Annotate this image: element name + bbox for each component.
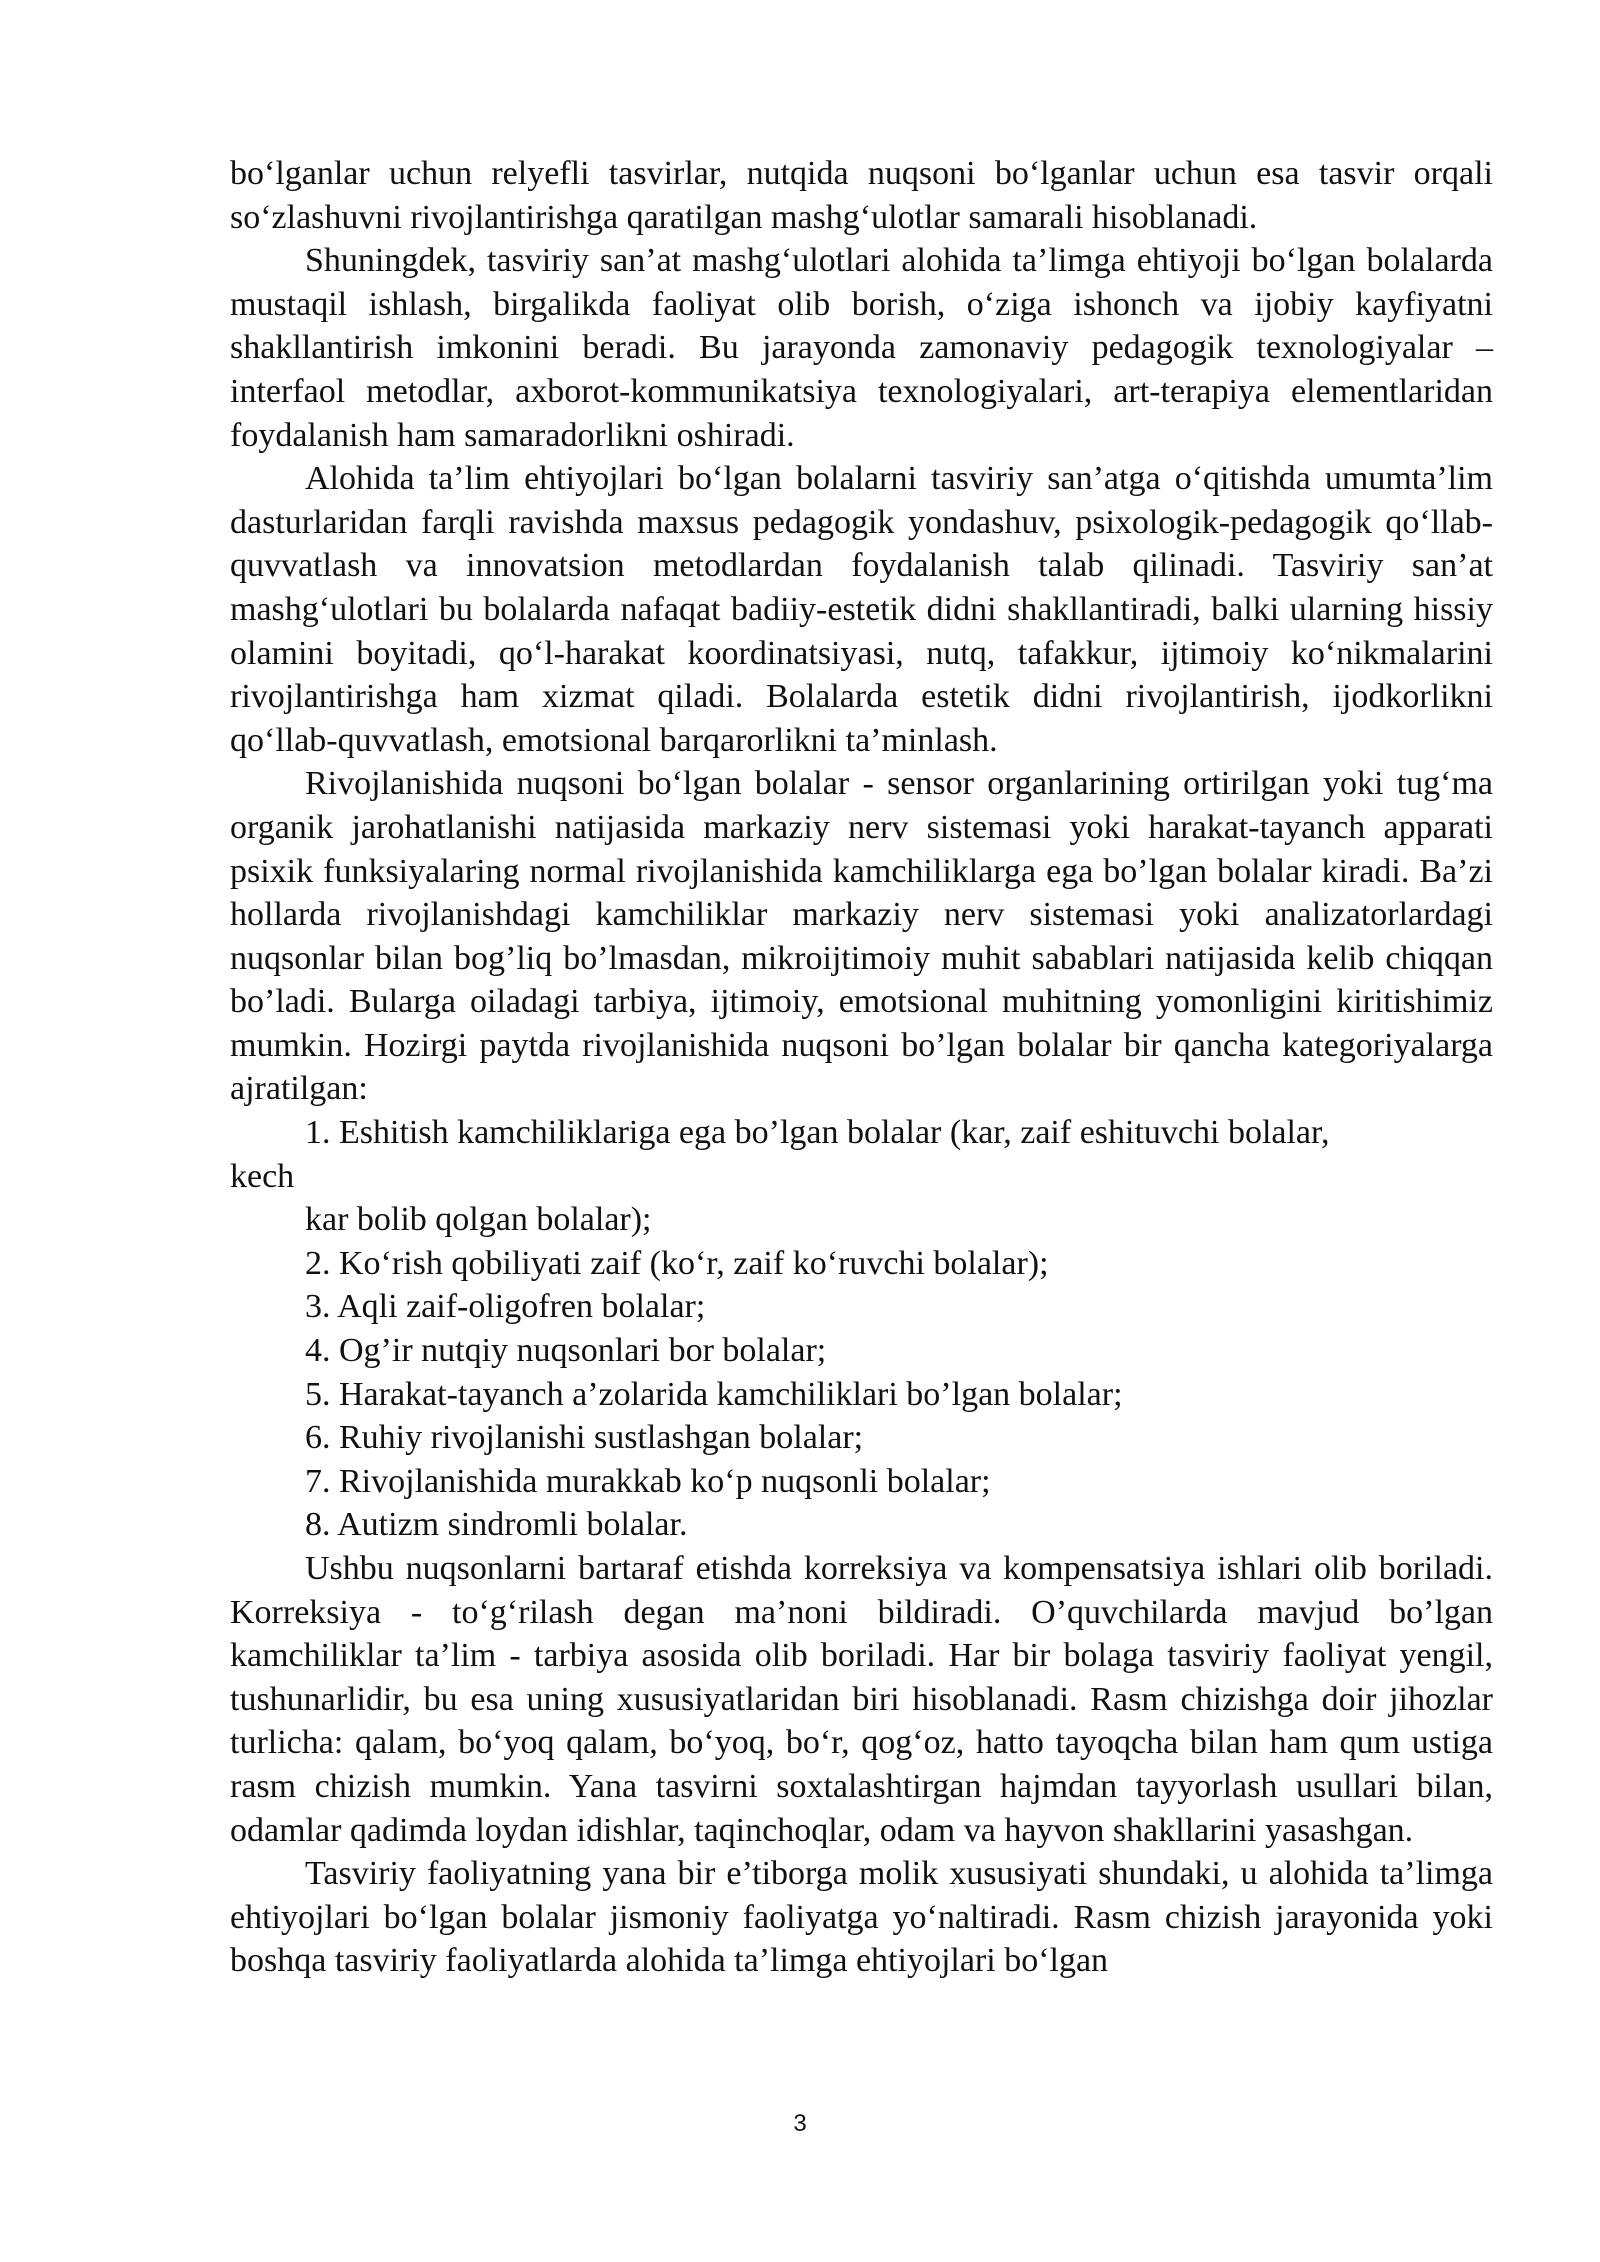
category-list [230,1111,1493,1547]
list-item: 3. Aqli zaif-oligofren bolalar; [305,1288,706,1326]
list-item-continued: kar bolib qolgan bolalar); [305,1201,652,1239]
list-item-wrap: kech [230,1157,295,1195]
list-item: 7. Rivojlanishida murakkab ko‘p nuqsonli bolalar; [305,1462,991,1500]
list-item: 1. Eshitish kamchiliklariga ega bo’lgan bolalar (kar, zaif eshituvchi bolalar, [305,1114,1330,1152]
paragraph: Shuningdek, tasviriy san’at mashg‘ulotlari alohida ta’limga ehtiyoji bo‘lgan bolalarda mustaqil ishlash, birgalikda faoliyat olib borish, o‘ziga ishonch va ijobiy kayfiyatni shakllantirish imkonini beradi. Bu jarayonda zamonaviy pedagogik texnologiyalar – interfaol metodlar, axborot-kommunikatsiya texnologiyalari, art-terapiya elementlaridan foydalanish ham samaradorlikni oshiradi. [230,242,1493,454]
list-item: 5. Harakat-tayanch a’zolarida kamchiliklari bo’lgan bolalar; [305,1375,1123,1413]
page-body [230,152,1493,1983]
paragraph: Ushbu nuqsonlarni bartaraf etishda korreksiya va kompensatsiya ishlari olib boriladi. Korreksiya - to‘g‘rilash degan ma’noni bildiradi. O’quvchilarda mavjud bo’lgan kamchiliklar ta’lim - tarbiya asosida olib boriladi. Har bir bolaga tasviriy faoliyat yengil, tushunarlidir, bu esa uning xususiyatlaridan biri hisoblanadi. Rasm chizishga doir jihozlar turlicha: qalam, bo‘yoq qalam, bo‘yoq, bo‘r, qog‘oz, hatto tayoqcha bilan ham qum ustiga rasm chizish mumkin. Yana tasvirni soxtalashtirgan hajmdan tayyorlash usullari bilan, odamlar qadimda loydan idishlar, taqinchoqlar, odam va hayvon shakllarini yasashgan. [230,1550,1493,1849]
paragraph-continued: bo‘lganlar uchun relyefli tasvirlar, nutqida nuqsoni bo‘lganlar uchun esa tasvir orqali so‘zlashuvni rivojlantirishga qaratilgan mashg‘ulotlar samarali hisoblanadi. [230,155,1493,236]
page-number: 3 [793,2110,807,2137]
paragraph: Alohida ta’lim ehtiyojlari bo‘lgan bolalarni tasviriy san’atga o‘qitishda umumta’lim dasturlaridan farqli ravishda maxsus pedagogik yondashuv, psixologik-pedagogik qo‘llab-quvvatlash va innovatsion metodlardan foydalanish talab qilinadi. Tasviriy san’at mashg‘ulotlari bu bolalarda nafaqat badiiy-estetik didni shakllantiradi, balki ularning hissiy olamini boyitadi, qo‘l-harakat koordinatsiyasi, nutq, tafakkur, ijtimoiy ko‘nikmalarini rivojlantirishga ham xizmat qiladi. Bolalarda estetik didni rivojlantirish, ijodkorlikni qo‘llab-quvvatlash, emotsional barqarorlikni ta’minlash. [230,460,1493,759]
list-item: 6. Ruhiy rivojlanishi sustlashgan bolalar; [305,1419,864,1457]
paragraph: Rivojlanishida nuqsoni bo‘lgan bolalar - sensor organlarining ortirilgan yoki tug‘ma organik jarohatlanishi natijasida markaziy nerv sistemasi yoki harakat-tayanch apparati psixik funksiyalaring normal rivojlanishida kamchiliklarga ega bo’lgan bolalar kiradi. Ba’zi hollarda rivojlanishdagi kamchiliklar markaziy nerv sistemasi yoki analizatorlardagi nuqsonlar bilan bog’liq bo’lmasdan, mikroijtimoiy muhit sabablari natijasida kelib chiqqan bo’ladi. Bularga oiladagi tarbiya, ijtimoiy, emotsional muhitning yomonligini kiritishimiz mumkin. Hozirgi paytda rivojlanishida nuqsoni bo’lgan bolalar bir qancha kategoriyalarga ajratilgan: [230,765,1493,1108]
list-item: 8. Autizm sindromli bolalar. [305,1506,688,1544]
paragraph: Tasviriy faoliyatning yana bir e’tiborga molik xususiyati shundaki, u alohida ta’limga ehtiyojlari bo‘lgan bolalar jismoniy faoliyatga yo‘naltiradi. Rasm chizish jarayonida yoki boshqa tasviriy faoliyatlarda alohida ta’limga ehtiyojlari bo‘lgan [230,1855,1493,1980]
list-item: 2. Ko‘rish qobiliyati zaif (ko‘r, zaif ko‘ruvchi bolalar); [305,1244,1049,1282]
list-item: 4. Og’ir nutqiy nuqsonlari bor bolalar; [305,1332,827,1370]
